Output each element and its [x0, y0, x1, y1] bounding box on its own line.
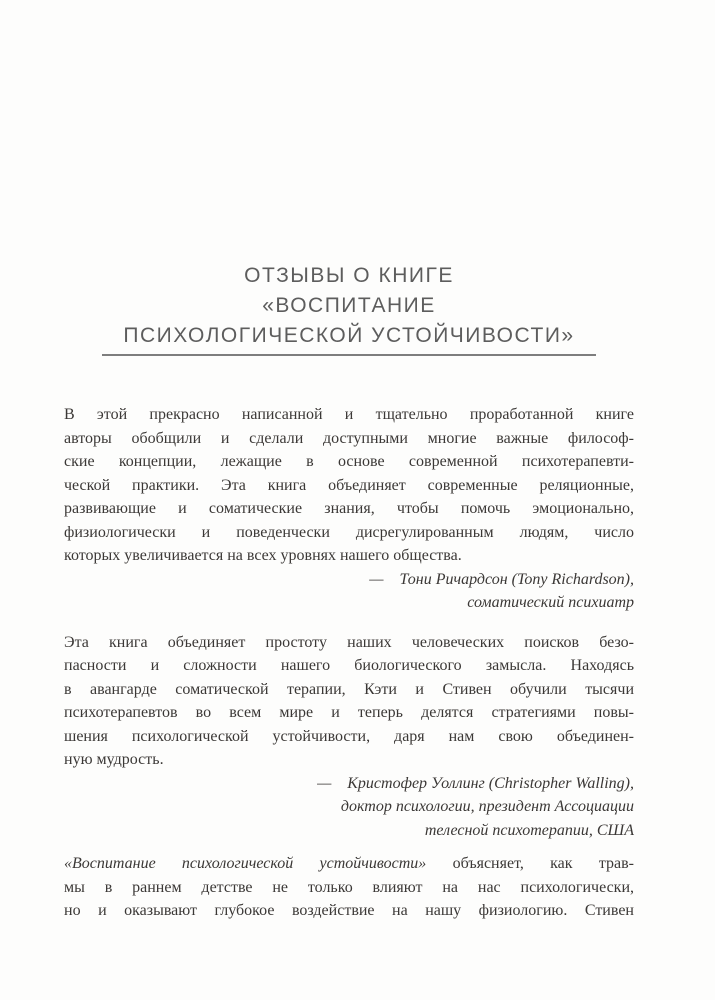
attribution-line: телесной психотерапии, США [424, 821, 634, 839]
paragraph-line: развивающие и соматические знания, чтобы помочь эмоционально, [64, 500, 634, 517]
attribution-line: доктор психологии, президент Ассоциации [340, 798, 634, 815]
paragraph-line: В этой прекрасно написанной и тщательно проработанной книге [64, 406, 634, 423]
paragraph-line: но и оказывают глубокое воздействие на нашу физиологию. Стивен [64, 902, 634, 919]
title-underline-rule [102, 354, 596, 356]
review-attribution [64, 568, 634, 615]
paragraph-line: пасности и сложности нашего биологического замысла. Находясь [64, 657, 634, 674]
page-title-line: ПСИХОЛОГИЧЕСКОЙ УСТОЙЧИВОСТИ» [123, 324, 575, 347]
paragraph-line: авторы обобщили и сделали доступными многие важные философ- [64, 429, 634, 447]
paragraph-line: ческой практики. Эта книга объединяет современные реляционные, [64, 476, 634, 494]
book-title-italic: «Воспитание психологической устойчивости» [64, 855, 427, 872]
review-attribution [64, 772, 634, 843]
paragraph-line: которых увеличивается на всех уровнях нашего общества. [64, 547, 462, 564]
attribution-line: — Тони Ричардсон (Tony Richardson), [369, 570, 634, 588]
review-paragraph [64, 403, 634, 568]
review-block [64, 631, 634, 843]
paragraph-line: психотерапевтов во всем мире и теперь делятся стратегиями повы- [64, 704, 634, 721]
paragraph-line: в авангарде соматической терапии, Кэти и Стивен обучили тысячи [64, 680, 634, 698]
paragraph-line: ские концепции, лежащие в основе современной психотерапевти- [64, 453, 634, 470]
paragraph-line: мы в раннем детстве не только влияют на нас психологически, [64, 878, 634, 896]
page-content [64, 0, 634, 923]
paragraph-line: физиологически и поведенчески дисрегулированным людям, число [64, 523, 634, 541]
review-block [64, 403, 634, 615]
paragraph-line [64, 852, 634, 876]
review-block [64, 852, 634, 923]
page-title-line: «ВОСПИТАНИЕ [262, 294, 436, 317]
review-paragraph [64, 631, 634, 772]
review-paragraph [64, 852, 634, 923]
paragraph-line: ную мудрость. [64, 751, 164, 768]
paragraph-line: шения психологической устойчивости, даря нам свою объединен- [64, 727, 634, 745]
page-title-line: ОТЗЫВЫ О КНИГЕ [244, 264, 454, 287]
attribution-line: соматический психиатр [467, 594, 634, 611]
page-title [64, 261, 634, 356]
attribution-line: — Кристофер Уоллинг (Christopher Walling), [317, 774, 634, 792]
paragraph-line-text: объясняет, как трав- [426, 855, 634, 872]
paragraph-line: Эта книга объединяет простоту наших человеческих поисков безо- [64, 633, 634, 651]
